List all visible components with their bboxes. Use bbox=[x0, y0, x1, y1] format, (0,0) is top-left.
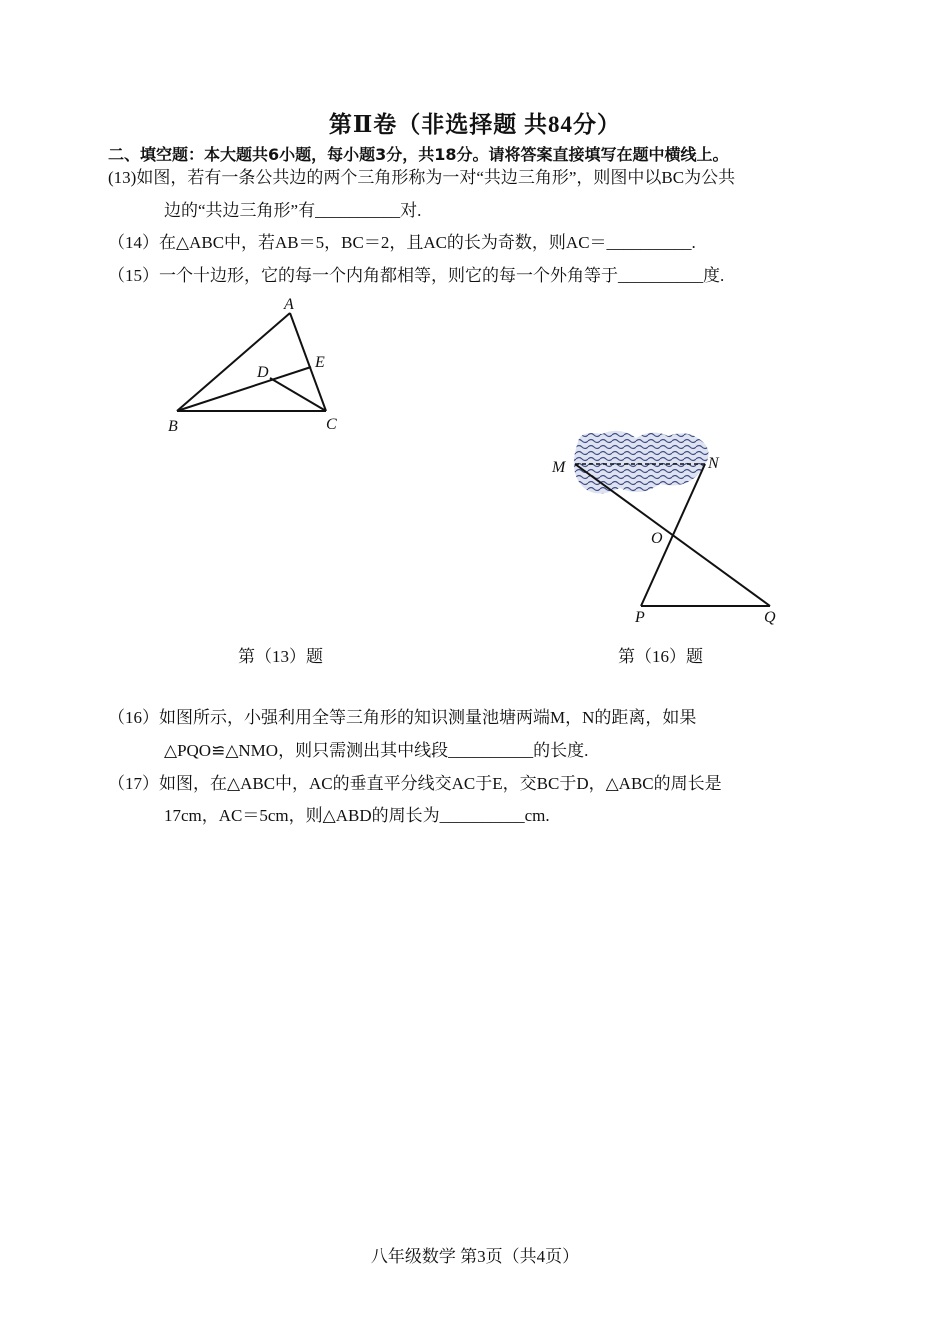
label-d: D bbox=[257, 364, 269, 381]
label-b: B bbox=[168, 418, 178, 435]
question-17-line2: 17cm，AC＝5cm，则△ABD的周长为__________cm. bbox=[164, 806, 550, 825]
question-13-line2: 边的“共边三角形”有__________对. bbox=[164, 201, 422, 220]
segment-dc bbox=[270, 378, 326, 411]
label-n: N bbox=[708, 455, 719, 472]
question-17-line1: （17）如图，在△ABC中，AC的垂直平分线交AC于E，交BC于D，△ABC的周长是 bbox=[108, 774, 722, 793]
question-15: （15）一个十边形，它的每一个内角都相等，则它的每一个外角等于__________度. bbox=[108, 266, 725, 285]
label-q: Q bbox=[764, 609, 776, 626]
page-title: 第Ⅱ卷（非选择题 共84分） bbox=[328, 112, 622, 137]
page-footer: 八年级数学 第3页（共4页） bbox=[370, 1247, 580, 1266]
question-16-line2: △PQO≌△NMO，则只需测出其中线段__________的长度. bbox=[164, 741, 589, 760]
label-c: C bbox=[326, 416, 337, 433]
figure-13-caption: 第（13）题 bbox=[238, 647, 323, 666]
figure-13-triangle bbox=[160, 290, 360, 440]
label-p: P bbox=[635, 609, 645, 626]
question-14: （14）在△ABC中，若AB＝5，BC＝2，且AC的长为奇数，则AC＝__________. bbox=[108, 233, 696, 252]
question-16-line1: （16）如图所示，小强利用全等三角形的知识测量池塘两端M，N的距离，如果 bbox=[108, 708, 697, 727]
figure-16-pond bbox=[540, 420, 800, 635]
label-m: M bbox=[552, 459, 566, 476]
question-13-line1: (13)如图，若有一条公共边的两个三角形称为一对“共边三角形”，则图中以BC为公共 bbox=[108, 168, 736, 187]
label-o: O bbox=[651, 530, 663, 547]
segment-be bbox=[177, 367, 311, 411]
figure-16-caption: 第（16）题 bbox=[618, 647, 703, 666]
segment-ab bbox=[177, 313, 290, 411]
section-heading: 二、填空题：本大题共6小题，每小题3分，共18分。请将答案直接填写在题中横线上。 bbox=[108, 145, 729, 164]
label-e: E bbox=[315, 354, 325, 371]
label-a: A bbox=[284, 296, 294, 313]
